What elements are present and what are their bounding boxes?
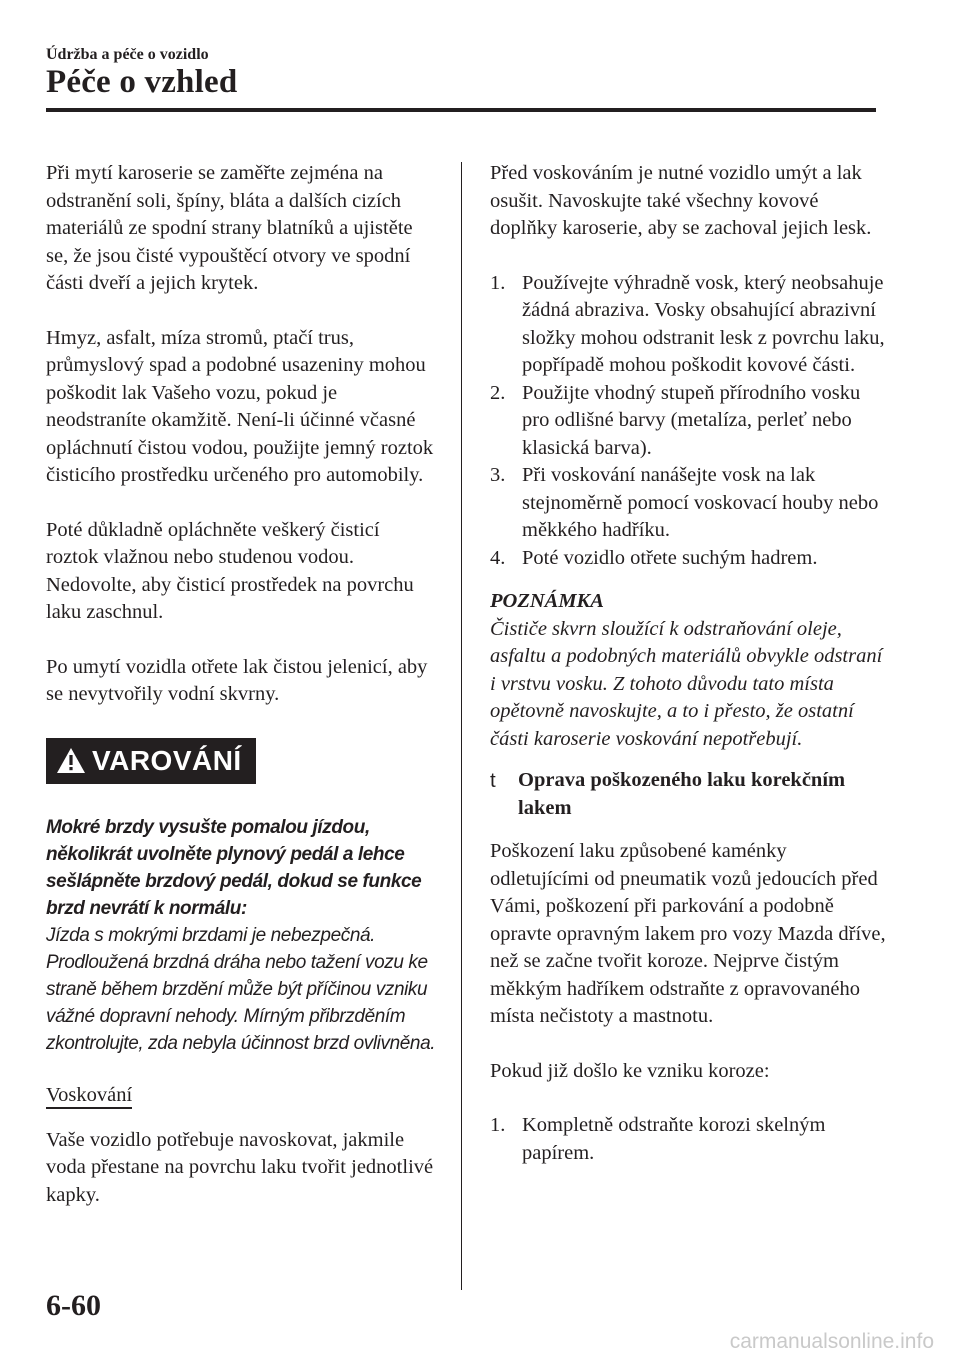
list-item bbox=[490, 462, 890, 545]
column-divider bbox=[461, 162, 462, 1290]
subheading-text: Oprava poškozeného laku korekčním lakem bbox=[518, 769, 846, 819]
step-text: Použijte vhodný stupeň přírodního vosku pro odlišné barvy (metalíza, perleť nebo klasická barva). bbox=[522, 381, 861, 459]
left-column bbox=[46, 160, 436, 1236]
step-text: Kompletně odstraňte korozi skelným papírem. bbox=[522, 1114, 826, 1164]
section-title-waxing: Voskování bbox=[46, 1083, 132, 1109]
list-item bbox=[490, 270, 890, 380]
paragraph-underbody-cleaning: Při mytí karoserie se zaměřte zejména na odstranění soli, špíny, bláta a dalších cizích materiálů ze spodní strany blatníků a ujistěte se, že jsou čisté vypouštěcí otvory ve spodní části dveří a jejich krytek. bbox=[46, 162, 413, 294]
step-text: Při voskování nanášejte vosk na lak stejnoměrně pomocí voskovací houby nebo měkkého hadříku. bbox=[522, 464, 879, 541]
note-title: POZNÁMKA bbox=[490, 590, 604, 612]
page-number: 6-60 bbox=[46, 1289, 101, 1322]
warning-body-text: Jízda s mokrými brzdami je nebezpečná. Prodloužená brzdná dráha nebo tažení vozu ke straně během brzdění může být příčinou vzniku vážné dopravní nehody. Mírným přibrzděním zkontrolujte, zda nebyla účinnost brzd ovlivněna. bbox=[46, 924, 436, 1054]
step-number: 3. bbox=[490, 464, 506, 486]
paragraph-chamois: Po umytí vozidla otřete lak čistou jelenicí, aby se nevytvořily vodní skvrny. bbox=[46, 655, 428, 705]
step-number: 4. bbox=[490, 546, 506, 569]
step-number: 1. bbox=[490, 1114, 506, 1136]
warning-badge bbox=[46, 738, 256, 784]
warning-label: VAROVÁNÍ bbox=[92, 744, 242, 776]
subheading-paint-repair bbox=[490, 767, 890, 822]
warning-bold-text: Mokré brzdy vysušte pomalou jízdou, několikrát uvolněte plynový pedál a lehce sešlápněte brzdový pedál, dokud se funkce brzd nevrátí k normálu: bbox=[46, 816, 422, 919]
paragraph-corrosion: Pokud již došlo ke vzniku koroze: bbox=[490, 1059, 770, 1082]
list-item bbox=[490, 545, 890, 573]
paragraph-wax-need: Vaše vozidlo potřebuje navoskovat, jakmile voda přestane na povrchu laku tvořit jednotlivé kapky. bbox=[46, 1128, 434, 1206]
step-text: Poté vozidlo otřete suchým hadrem. bbox=[522, 546, 818, 569]
step-text: Používejte výhradně vosk, který neobsahuje žádná abraziva. Vosky obsahující abrazivní složky mohou odstranit lesk z povrchu laku, popřípadě mohou poškodit kovové části. bbox=[522, 271, 885, 376]
step-number: 2. bbox=[490, 381, 506, 404]
right-column bbox=[490, 160, 890, 1183]
header-rule bbox=[46, 108, 876, 112]
subheading-bullet: t bbox=[490, 769, 496, 792]
waxing-steps bbox=[490, 270, 890, 573]
note-text: Čističe skvrn sloužící k odstraňování oleje, asfaltu a podobných materiálů obvykle odstraní i vrstvu vosku. Z tohoto důvodu tato místa opětovně navoskujte, a to i přesto, že ostatní části karoserie voskování nepotřebují. bbox=[490, 617, 883, 750]
paragraph-contaminants: Hmyz, asfalt, míza stromů, ptačí trus, průmyslový spad a podobné usazeniny mohou poškodit lak Vašeho vozu, pokud je neodstraníte okamžitě. Není-li účinné včasné opláchnutí čistou vodou, použijte jemný roztok čisticího prostředku určeného pro automobily. bbox=[46, 326, 434, 486]
warning-icon bbox=[56, 747, 86, 774]
paragraph-paint-damage: Poškození laku způsobené kaménky odletujícími od pneumatik vozů jedoucích před Vámi, poškození při parkování a podobně opravte opravným lakem pro vozy Mazda dříve, než se začne tvořit koroze. Nejprve čistým měkkým hadříkem odstraňte z opravovaného místa nečistoty a mastnotu. bbox=[490, 840, 886, 1027]
list-item bbox=[490, 1112, 890, 1167]
breadcrumb: Údržba a péče o vozidlo bbox=[46, 46, 209, 63]
watermark: carmanualsonline.info bbox=[729, 1330, 934, 1353]
page-title: Péče o vzhled bbox=[46, 64, 238, 100]
corrosion-steps bbox=[490, 1112, 890, 1167]
paragraph-rinse: Poté důkladně opláchněte veškerý čisticí roztok vlažnou nebo studenou vodou. Nedovolte, aby čisticí prostředek na povrchu laku zaschnul. bbox=[46, 518, 414, 623]
warning-text bbox=[46, 814, 436, 1057]
paragraph-before-waxing: Před voskováním je nutné vozidlo umýt a lak osušit. Navoskujte také všechny kovové doplňky karoserie, aby se zachoval jejich lesk. bbox=[490, 162, 872, 239]
step-number: 1. bbox=[490, 271, 506, 294]
list-item bbox=[490, 380, 890, 463]
